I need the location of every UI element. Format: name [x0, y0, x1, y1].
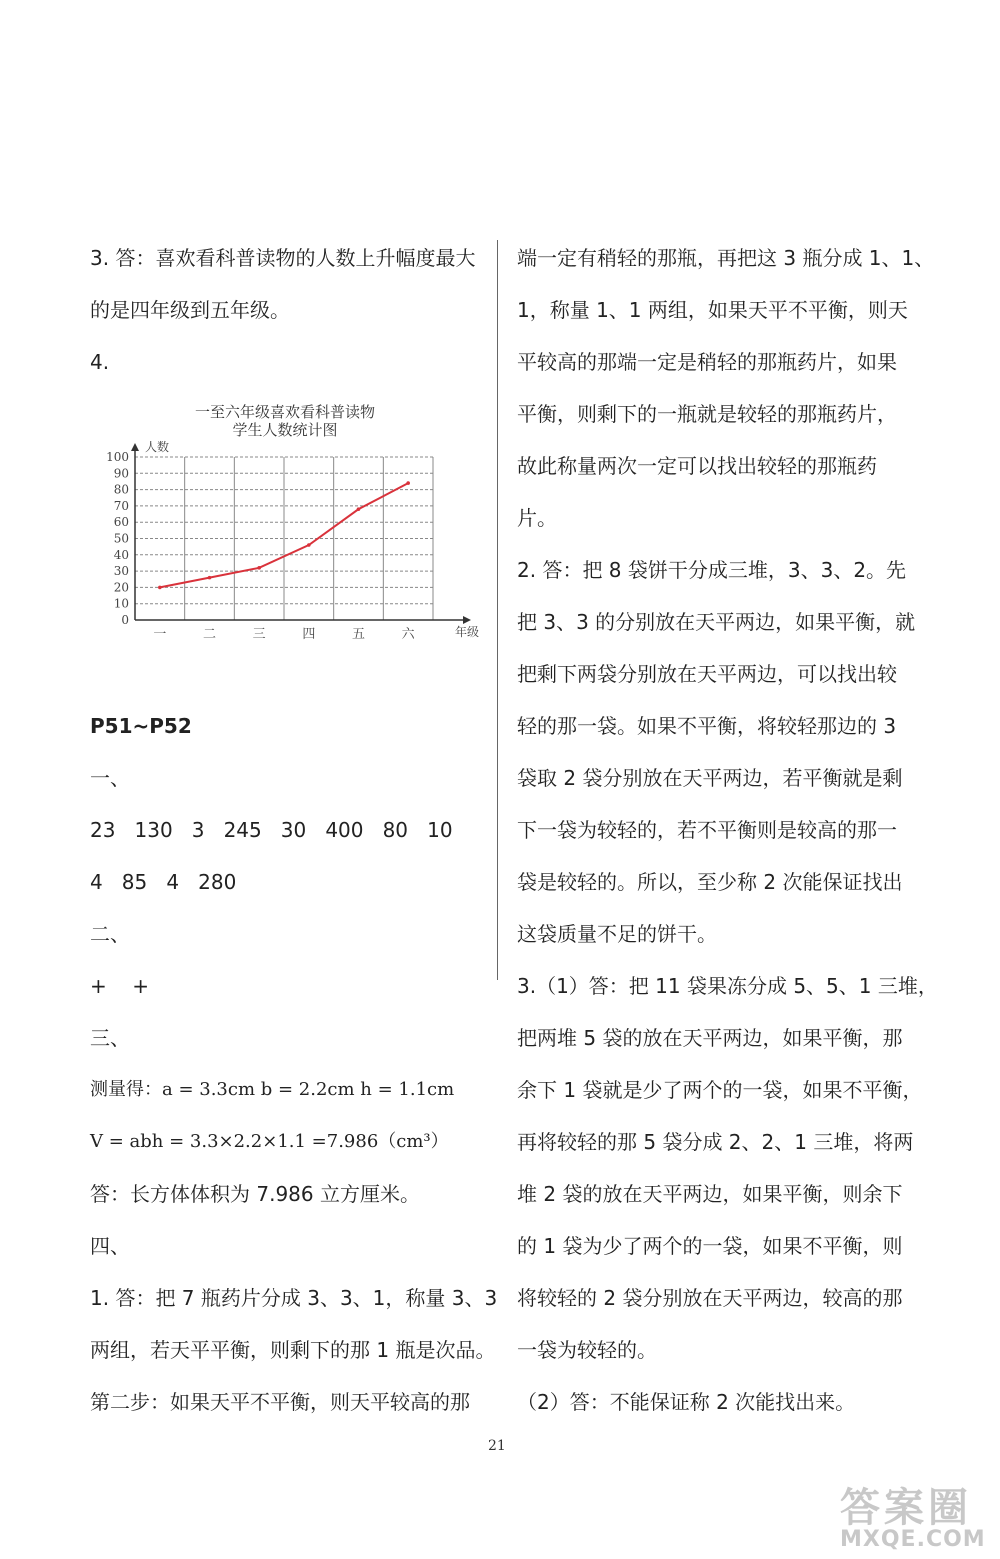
y-tick-label: 100: [106, 450, 129, 464]
right-line-13: 袋是较轻的。所以，至少称 2 次能保证找出: [517, 870, 903, 894]
x-tick-label: 六: [401, 627, 415, 642]
sec2-label: 二、: [90, 922, 130, 946]
right-line-1: 端一定有稍轻的那瓶，再把这 3 瓶分成 1、1、: [517, 246, 935, 270]
y-tick-label: 60: [113, 515, 129, 530]
sec1-row1: 23 130 3 245 30 400 80 10: [90, 818, 453, 842]
left-line-2: 的是四年级到五年级。: [90, 298, 290, 322]
right-line-10: 轻的那一袋。如果不平衡，将较轻那边的 3: [517, 714, 897, 738]
y-axis-label: 人数: [145, 440, 170, 454]
measure-line: 测量得：a = 3.3cm b = 2.2cm h = 1.1cm: [90, 1079, 455, 1100]
right-line-18: 再将较轻的那 5 袋分成 2、2、1 三堆，将两: [517, 1130, 914, 1154]
right-line-15: 3.（1）答：把 11 袋果冻分成 5、5、1 三堆，: [517, 974, 938, 998]
y-tick-label: 80: [113, 482, 129, 497]
left-line-1: 3. 答：喜欢看科普读物的人数上升幅度最大: [90, 246, 476, 270]
y-tick-label: 20: [113, 580, 129, 595]
right-line-4: 平衡，则剩下的一瓶就是较轻的那瓶药片，: [517, 402, 897, 426]
right-line-5: 故此称量两次一定可以找出较轻的那瓶药: [517, 454, 877, 478]
right-line-22: 一袋为较轻的。: [517, 1338, 657, 1362]
right-line-8: 把 3、3 的分别放在天平两边，如果平衡，就: [517, 610, 916, 634]
y-tick-label: 30: [113, 564, 129, 579]
x-tick-label: 二: [202, 627, 217, 642]
y-tick-label: 10: [113, 596, 129, 611]
y-tick-label: 70: [113, 498, 129, 513]
y-tick-label: 50: [113, 531, 129, 546]
right-line-6: 片。: [517, 506, 557, 530]
watermark-bottom: MXQE.COM: [840, 1527, 986, 1552]
right-line-7: 2. 答：把 8 袋饼干分成三堆，3、3、2。先: [517, 558, 907, 582]
left-line-3: 4.: [90, 350, 110, 374]
y-axis-arrow-icon: [131, 443, 139, 451]
volume-line: V = abh = 3.3×2.2×1.1 =7.986（cm³）: [90, 1131, 449, 1152]
data-point: [357, 507, 361, 511]
sec2-row: + +: [90, 974, 149, 998]
sec1-row2: 4 85 4 280: [90, 870, 237, 894]
right-line-20: 的 1 袋为少了两个的一袋，如果不平衡，则: [517, 1234, 903, 1258]
y-tick-label: 0: [121, 613, 129, 627]
sec1-label: 一、: [90, 766, 130, 790]
y-tick-label: 40: [113, 547, 129, 562]
right-column: [517, 232, 938, 1428]
right-line-19: 堆 2 袋的放在天平两边，如果平衡，则余下: [517, 1182, 903, 1206]
section-title: P51~P52: [90, 714, 192, 738]
answer-line: 答：长方体体积为 7.986 立方厘米。: [90, 1182, 420, 1206]
x-tick-label: 一: [153, 627, 167, 642]
blank-line: [90, 648, 485, 700]
chart-subtitle: 学生人数统计图: [232, 421, 338, 439]
watermark-top: 答案圈: [840, 1485, 972, 1531]
x-axis-label: 年级: [454, 625, 480, 639]
q1-line-3: 第二步：如果天平不平衡，则天平较高的那: [90, 1390, 470, 1414]
right-line-11: 袋取 2 袋分别放在天平两边，若平衡就是剩: [517, 766, 903, 790]
data-point: [158, 586, 162, 590]
y-tick-label: 90: [113, 466, 129, 481]
page-number: 21: [488, 1438, 506, 1454]
q1-line-1: 1. 答：把 7 瓶药片分成 3、3、1，称量 3、3: [90, 1286, 498, 1310]
right-line-9: 把剩下两袋分别放在天平两边，可以找出较: [517, 662, 897, 686]
right-line-14: 这袋质量不足的饼干。: [517, 922, 717, 946]
column-divider: [497, 240, 498, 980]
data-point: [208, 576, 212, 580]
right-line-21: 将较轻的 2 袋分别放在天平两边，较高的那: [517, 1286, 903, 1310]
right-line-2: 1，称量 1、1 两组，如果天平不平衡，则天: [517, 298, 908, 322]
watermark-logo: [840, 1485, 990, 1554]
data-point: [307, 543, 311, 547]
right-line-12: 下一袋为较轻的，若不平衡则是较高的那一: [517, 818, 897, 842]
right-line-23: （2）答：不能保证称 2 次能找出来。: [517, 1390, 856, 1414]
q1-line-2: 两组，若天平平衡，则剩下的那 1 瓶是次品。: [90, 1338, 496, 1362]
x-axis-arrow-icon: [463, 616, 471, 624]
sec3-label: 三、: [90, 1026, 130, 1050]
x-tick-label: 四: [302, 627, 316, 642]
sec4-label: 四、: [90, 1234, 130, 1258]
data-point: [406, 481, 410, 485]
chart-svg: [95, 395, 490, 655]
x-tick-label: 三: [252, 627, 266, 642]
right-line-3: 平较高的那端一定是稍轻的那瓶药片，如果: [517, 350, 897, 374]
right-line-16: 把两堆 5 袋的放在天平两边，如果平衡，那: [517, 1026, 903, 1050]
right-line-17: 余下 1 袋就是少了两个的一袋，如果不平衡，: [517, 1078, 923, 1102]
chart-title: 一至六年级喜欢看科普读物: [194, 403, 376, 421]
data-point: [257, 566, 261, 570]
x-tick-label: 五: [351, 627, 366, 642]
line-chart: [95, 395, 490, 655]
